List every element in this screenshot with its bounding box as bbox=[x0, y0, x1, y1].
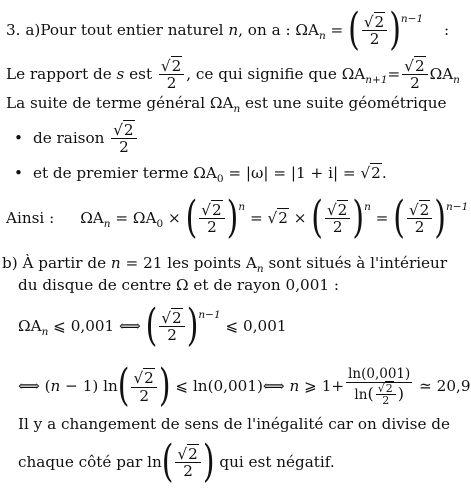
dot: . bbox=[381, 164, 387, 182]
fraction bbox=[376, 383, 396, 408]
omega-a: ΩA bbox=[80, 208, 104, 227]
fraction bbox=[325, 202, 350, 236]
text: est une suite géométrique bbox=[240, 94, 447, 112]
sqrt-icon: √ bbox=[408, 201, 419, 219]
denominator: 2 bbox=[382, 394, 390, 408]
exponent: n−1 bbox=[198, 308, 221, 321]
bullet-1 bbox=[14, 122, 139, 156]
text: , ce qui signifie que ΩA bbox=[186, 64, 366, 83]
radicand: 2 bbox=[144, 369, 154, 388]
denominator: 2 bbox=[139, 386, 149, 405]
eq: = bbox=[325, 20, 344, 39]
var-n: n bbox=[228, 20, 239, 39]
text: et de premier terme ΩA bbox=[32, 164, 217, 182]
text: ⟺ ( bbox=[18, 377, 51, 396]
paren-right: ) bbox=[397, 383, 404, 403]
note-line-1: Il y a changement de sens de l'inégalité car on divise de bbox=[18, 415, 450, 433]
subscript: n bbox=[233, 103, 241, 115]
paren-right: ) bbox=[434, 192, 447, 244]
radicand: 2 bbox=[337, 201, 348, 219]
text: , on a : bbox=[238, 20, 296, 39]
bullet-icon: • bbox=[14, 164, 23, 182]
denominator bbox=[352, 383, 406, 408]
paren-right: ) bbox=[186, 300, 199, 352]
fraction bbox=[199, 202, 224, 236]
eq: = bbox=[387, 64, 401, 83]
denominator: 2 bbox=[167, 326, 177, 345]
text: × bbox=[288, 208, 312, 227]
ln: ln bbox=[354, 386, 368, 403]
denominator: 2 bbox=[410, 74, 420, 93]
subscript: n bbox=[256, 263, 264, 275]
radicand: 2 bbox=[414, 57, 425, 75]
text: = bbox=[370, 208, 394, 227]
part-b-line-2: du disque de centre Ω et de rayon 0,001 : bbox=[18, 276, 339, 294]
sqrt-icon: √ bbox=[267, 208, 278, 227]
paren-left: ( bbox=[145, 300, 158, 352]
subscript: n+1 bbox=[365, 73, 388, 86]
numerator: ln(0,001) bbox=[348, 366, 411, 382]
paren-left: ( bbox=[117, 361, 130, 412]
sqrt-icon: √ bbox=[113, 121, 123, 139]
paren-left: ( bbox=[311, 192, 323, 244]
radicand: 2 bbox=[188, 445, 198, 463]
text: de raison bbox=[32, 128, 110, 147]
text: = ΩA bbox=[110, 208, 157, 227]
line-1 bbox=[6, 4, 450, 56]
colon: : bbox=[444, 20, 450, 39]
omega-a: ΩA bbox=[295, 20, 319, 39]
text: − 1) ln bbox=[60, 377, 118, 396]
text: qui est négatif. bbox=[214, 452, 335, 471]
subscript: n bbox=[103, 217, 111, 230]
text: ΩA bbox=[429, 64, 454, 83]
log-fraction bbox=[346, 367, 412, 407]
radicand: 2 bbox=[171, 57, 182, 75]
denominator: 2 bbox=[332, 218, 343, 237]
paren-right: ) bbox=[389, 4, 401, 56]
fraction bbox=[131, 370, 156, 404]
var-n: n bbox=[50, 377, 61, 396]
subscript: n bbox=[41, 325, 49, 338]
paren-left: ( bbox=[393, 192, 405, 244]
bullet-icon: • bbox=[14, 128, 23, 147]
ainsi-label: Ainsi : bbox=[6, 208, 55, 227]
text: × bbox=[163, 208, 186, 227]
text: chaque côté par ln bbox=[18, 452, 162, 471]
denominator: 2 bbox=[414, 218, 425, 237]
subscript: n bbox=[453, 73, 460, 86]
text: ⩽ ln(0,001)⟺ bbox=[170, 377, 290, 396]
sqrt-icon: √ bbox=[377, 381, 385, 395]
var-n: n bbox=[110, 254, 121, 272]
radicand: 2 bbox=[211, 201, 222, 219]
text: ⩽ 0,001 bbox=[220, 316, 287, 335]
subscript: 0 bbox=[216, 173, 224, 185]
note-line-2 bbox=[18, 436, 335, 488]
sqrt-icon: √ bbox=[363, 13, 374, 31]
text: = |ω| = |1 + i| = bbox=[223, 164, 361, 182]
sqrt-icon: √ bbox=[360, 164, 371, 182]
paren-right: ) bbox=[352, 192, 365, 244]
exponent: n bbox=[364, 200, 371, 213]
part-b-line-1 bbox=[2, 254, 448, 275]
var-s: s bbox=[116, 64, 125, 83]
paren-right: ) bbox=[202, 436, 215, 488]
exponent: n bbox=[238, 200, 246, 213]
text: est bbox=[124, 64, 157, 83]
denominator: 2 bbox=[166, 74, 177, 93]
text: ⩾ 1+ bbox=[299, 377, 345, 396]
radicand: 2 bbox=[419, 201, 430, 219]
paren-left: ( bbox=[348, 4, 360, 56]
sqrt-icon: √ bbox=[133, 369, 144, 388]
paren-left: ( bbox=[367, 383, 374, 403]
radicand: 2 bbox=[123, 121, 134, 139]
fraction bbox=[159, 310, 184, 344]
fraction bbox=[407, 202, 432, 236]
sqrt-icon: √ bbox=[326, 201, 337, 219]
sub-n: n bbox=[318, 29, 326, 42]
fraction bbox=[402, 58, 427, 92]
denominator: 2 bbox=[183, 462, 193, 481]
denominator: 2 bbox=[207, 218, 217, 237]
text: b) À partir de bbox=[2, 254, 111, 272]
fraction bbox=[362, 14, 387, 48]
text: ⩽ 0,001 ⟺ bbox=[48, 316, 146, 335]
sqrt-icon: √ bbox=[161, 309, 172, 327]
line-2 bbox=[6, 58, 460, 92]
fraction bbox=[175, 446, 200, 480]
radicand: 2 bbox=[385, 381, 393, 395]
inequality-1 bbox=[18, 300, 287, 352]
radicand: 2 bbox=[172, 309, 182, 327]
text: ≃ 20,9 bbox=[414, 377, 471, 396]
text: Le rapport de bbox=[6, 64, 117, 83]
text: sont situés à l'intérieur bbox=[263, 254, 448, 272]
text: = 21 les points A bbox=[120, 254, 257, 272]
bullet-2 bbox=[14, 164, 387, 185]
radicand: 2 bbox=[278, 208, 288, 227]
omega-a: ΩA bbox=[18, 316, 42, 335]
text: = bbox=[245, 208, 268, 227]
paren-left: ( bbox=[185, 192, 198, 244]
exponent: n−1 bbox=[400, 12, 424, 25]
paren-right: ) bbox=[158, 361, 171, 412]
ainsi-line bbox=[6, 192, 469, 244]
denominator: 2 bbox=[119, 138, 129, 157]
item-number: 3. a) bbox=[6, 20, 41, 39]
radicand: 2 bbox=[371, 164, 381, 182]
text: Pour tout entier naturel bbox=[40, 20, 229, 39]
var-n: n bbox=[289, 377, 300, 396]
inequality-2 bbox=[18, 361, 471, 412]
fraction bbox=[159, 58, 184, 92]
sqrt-icon: √ bbox=[201, 201, 211, 219]
sqrt-icon: √ bbox=[160, 57, 171, 75]
exponent: n−1 bbox=[446, 200, 469, 213]
sqrt-icon: √ bbox=[177, 445, 188, 463]
radicand: 2 bbox=[374, 13, 385, 31]
subscript: 0 bbox=[156, 217, 164, 230]
paren-left: ( bbox=[161, 436, 174, 488]
sqrt-icon: √ bbox=[404, 57, 414, 75]
fraction bbox=[111, 122, 136, 156]
text: La suite de terme général ΩA bbox=[6, 94, 234, 112]
line-3 bbox=[6, 94, 447, 115]
paren-right: ) bbox=[226, 192, 239, 244]
denominator: 2 bbox=[369, 30, 380, 49]
